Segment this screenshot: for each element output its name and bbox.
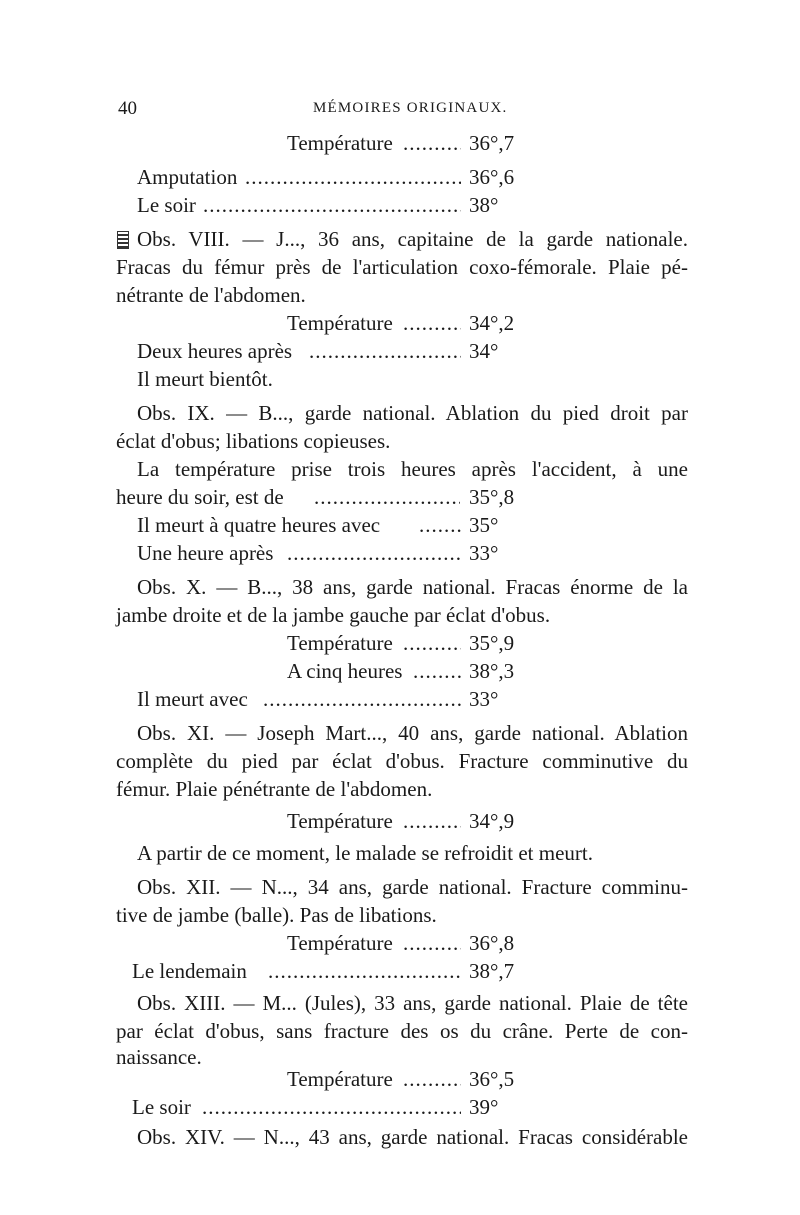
paragraph-line: Fracas du fémur près de l'articulation coxo-fémorale. Plaie pé- bbox=[116, 255, 688, 279]
temperature-entry bbox=[287, 658, 515, 684]
entry-value: 38°,3 bbox=[469, 659, 515, 683]
temperature-entry bbox=[137, 338, 499, 364]
paragraph-line: nétrante de l'abdomen. bbox=[116, 283, 306, 307]
paragraph-line: Obs. VIII. — J..., 36 ans, capitaine de la garde nationale. bbox=[137, 227, 688, 251]
temperature-entry bbox=[137, 686, 499, 712]
page-header bbox=[118, 98, 688, 122]
page-number: 40 bbox=[118, 98, 137, 119]
temperature-entry bbox=[137, 540, 499, 566]
temperature-entry bbox=[132, 958, 515, 984]
paragraph-line: fémur. Plaie pénétrante de l'abdomen. bbox=[116, 777, 433, 801]
entry-label: Le soir bbox=[132, 1095, 191, 1119]
paragraph-line: complète du pied par éclat d'obus. Fracture comminutive du bbox=[116, 749, 688, 773]
entry-label: Température bbox=[287, 631, 393, 655]
running-head: MÉMOIRES ORIGINAUX. bbox=[313, 100, 508, 116]
temperature-entry bbox=[287, 930, 515, 956]
paragraph-line: La température prise trois heures après l'accident, à une bbox=[137, 457, 688, 481]
entry-value: 36°,7 bbox=[469, 131, 515, 155]
temperature-entry bbox=[137, 164, 515, 190]
entry-label: Le soir bbox=[137, 193, 196, 217]
entry-value: 35°,9 bbox=[469, 631, 515, 655]
paragraph-line: Obs. XI. — Joseph Mart..., 40 ans, garde national. Ablation bbox=[137, 721, 688, 745]
paragraph-line: jambe droite et de la jambe gauche par éclat d'obus. bbox=[116, 603, 551, 627]
temperature-entry bbox=[287, 630, 515, 656]
leader-dots bbox=[202, 1094, 461, 1120]
entry-label: heure du soir, est de bbox=[116, 485, 284, 509]
leader-dots bbox=[403, 930, 461, 956]
leader-dots bbox=[403, 130, 461, 156]
entry-value: 35°,8 bbox=[469, 485, 515, 509]
entry-value: 39° bbox=[469, 1095, 499, 1119]
entry-label: A cinq heures bbox=[287, 659, 403, 683]
entry-value: 34°,9 bbox=[469, 809, 515, 833]
paragraph-line: tive de jambe (balle). Pas de libations. bbox=[116, 903, 437, 927]
temperature-entry bbox=[287, 1066, 515, 1092]
paragraph-line: A partir de ce moment, le malade se refroidit et meurt. bbox=[137, 841, 593, 865]
paragraph-line: Obs. XIV. — N..., 43 ans, garde national. Fracas considérable bbox=[137, 1125, 688, 1149]
entry-value: 35° bbox=[469, 513, 499, 537]
entry-value: 33° bbox=[469, 541, 499, 565]
temperature-entry bbox=[287, 310, 515, 336]
leader-dots bbox=[403, 808, 461, 834]
paragraph-line: Obs. XIII. — M... (Jules), 33 ans, garde national. Plaie de tête bbox=[137, 991, 688, 1015]
leader-dots bbox=[203, 192, 461, 218]
paragraph-line: éclat d'obus; libations copieuses. bbox=[116, 429, 391, 453]
leader-dots bbox=[309, 338, 461, 364]
leader-dots bbox=[314, 484, 460, 510]
leader-dots bbox=[268, 958, 461, 984]
entry-label: Il meurt avec bbox=[137, 687, 248, 711]
leader-dots bbox=[245, 164, 461, 190]
entry-value: 34°,2 bbox=[469, 311, 515, 335]
leader-dots bbox=[413, 658, 461, 684]
entry-label: Température bbox=[287, 809, 393, 833]
entry-label: Amputation bbox=[137, 165, 238, 189]
paragraph-line: naissance. bbox=[116, 1045, 202, 1069]
entry-value: 36°,8 bbox=[469, 931, 515, 955]
entry-value: 38°,7 bbox=[469, 959, 515, 983]
leader-dots bbox=[403, 1066, 461, 1092]
entry-value: 33° bbox=[469, 687, 499, 711]
entry-label: Température bbox=[287, 131, 393, 155]
temperature-entry bbox=[137, 192, 499, 218]
leader-dots bbox=[403, 310, 461, 336]
entry-label: Le lendemain bbox=[132, 959, 247, 983]
entry-value: 38° bbox=[469, 193, 499, 217]
temperature-entry bbox=[132, 1094, 499, 1120]
leader-dots bbox=[419, 512, 463, 538]
entry-value: 36°,6 bbox=[469, 165, 515, 189]
paragraph-line: Obs. IX. — B..., garde national. Ablation du pied droit par bbox=[137, 401, 688, 425]
section-mark-icon bbox=[117, 231, 129, 249]
paragraph-line: Il meurt bientôt. bbox=[137, 367, 273, 391]
leader-dots bbox=[287, 540, 461, 566]
entry-label: Température bbox=[287, 1067, 393, 1091]
temperature-entry bbox=[287, 808, 515, 834]
entry-label: Une heure après bbox=[137, 541, 274, 565]
entry-label: Température bbox=[287, 931, 393, 955]
leader-dots bbox=[263, 686, 461, 712]
leader-dots bbox=[403, 630, 461, 656]
entry-value: 36°,5 bbox=[469, 1067, 515, 1091]
temperature-entry bbox=[116, 484, 515, 510]
entry-label: Deux heures après bbox=[137, 339, 293, 363]
entry-label: Température bbox=[287, 311, 393, 335]
entry-value: 34° bbox=[469, 339, 499, 363]
temperature-entry bbox=[287, 130, 515, 156]
paragraph-line: par éclat d'obus, sans fracture des os du crâne. Perte de con- bbox=[116, 1019, 688, 1043]
entry-label: Il meurt à quatre heures avec bbox=[137, 513, 381, 537]
paragraph-line: Obs. XII. — N..., 34 ans, garde national. Fracture comminu- bbox=[137, 875, 688, 899]
temperature-entry bbox=[137, 512, 499, 538]
paragraph-line: Obs. X. — B..., 38 ans, garde national. Fracas énorme de la bbox=[137, 575, 688, 599]
